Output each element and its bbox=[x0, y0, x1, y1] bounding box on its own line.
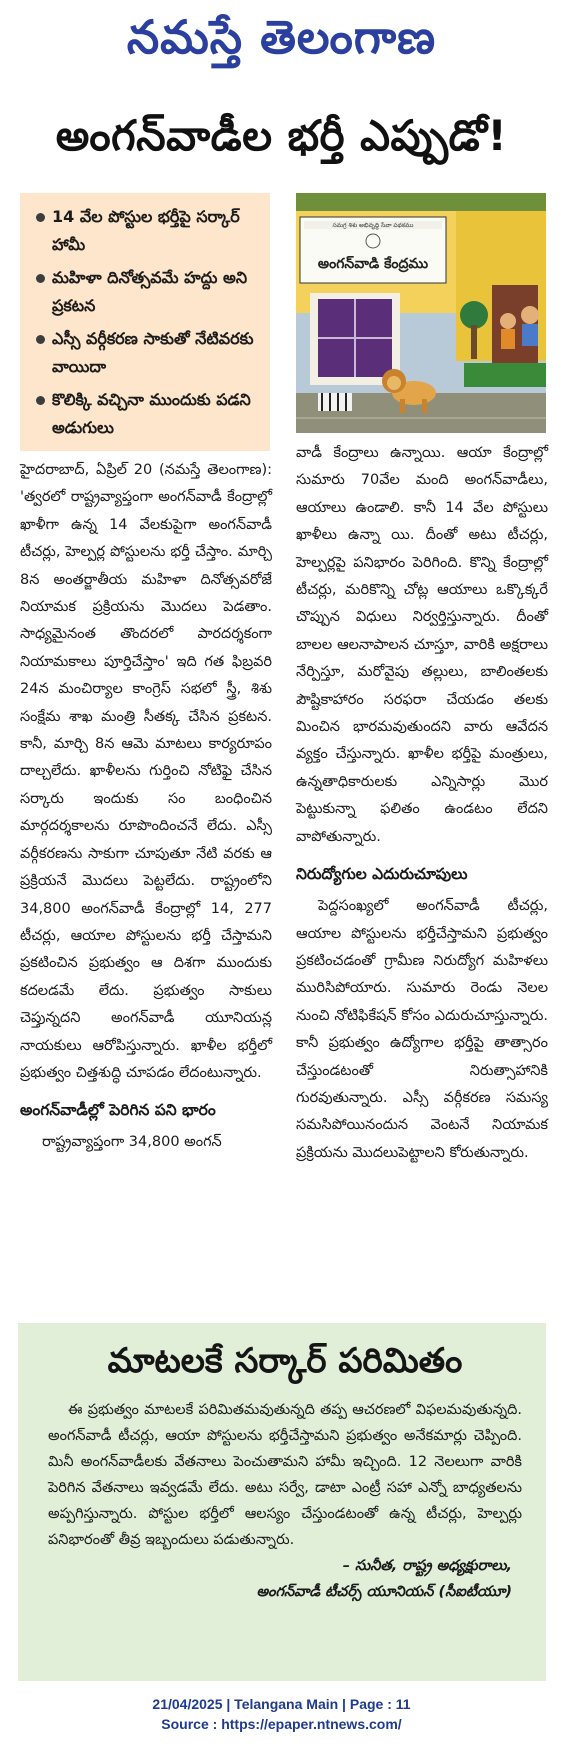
sign-main-text: అంగన్‌వాడి కేంద్రము bbox=[317, 256, 429, 272]
section-subhead: అంగన్‌వాడీల్లో పెరిగిన పని భారం bbox=[20, 1101, 216, 1120]
sign-small-text: సమగ్ర శిశు అభివృద్ధి సేవా పథకము bbox=[332, 222, 414, 229]
article-paragraph: రాష్ట్రవ్యాప్తంగా 34,800 అంగన్ bbox=[42, 1134, 222, 1151]
article-column-left bbox=[20, 457, 272, 1157]
footer-source: Source : https://epaper.ntnews.com/ bbox=[161, 1716, 402, 1732]
highlight-item: మహిళా దినోత్సవమే హద్దు అని ప్రకటన bbox=[34, 264, 260, 320]
highlights-box bbox=[20, 193, 270, 451]
quote-box-title: మాటలకే సర్కార్ పరిమితం bbox=[107, 1341, 463, 1381]
anganwadi-photo bbox=[296, 193, 546, 433]
article-paragraph: పెద్దసంఖ్యలో అంగన్‌వాడీ టీచర్లు, ఆయాల పోస్టులను భర్తీచేస్తామని ప్రభుత్వం ప్రకటించడంతో గ్రామీణ నిరుద్యోగ మహిళలు మురిసిపోయారు. సుమారు రెండు నెలల నుంచి నోటిఫికేషన్ కోసం ఎదురుచూస్తున్నారు. కానీ ప్రభుత్వం ఉద్యోగాల భర్తీపై తాత్సారం చేస్తుండటంతో నిరుత్సాహానికి గురవుతున్నారు. ఎస్సీ వర్గీకరణ సమస్య సమసిపోయినందున వెంటనే నియామక ప్రక్రియను మొదలుపెట్టాలని కోరుతున్నారు. bbox=[296, 898, 548, 1161]
highlight-item: ఎస్సీ వర్గీకరణ సాకుతో నేటివరకు వాయిదా bbox=[34, 325, 260, 381]
article-paragraph: వాడీ కేంద్రాలు ఉన్నాయి. ఆయా కేంద్రాల్లో సుమారు 70వేల మంది అంగన్‌వాడీలు, ఆయాలు ఉండాలి. కానీ 14 వేల పోస్టులు ఖాళీలు ఉన్నా యి. దీంతో అటు టీచర్లు, హెల్పర్లపై పనిభారం పెరిగింది. కొన్ని కేంద్రాల్లో టీచర్లు, మరికొన్ని చోట్ల ఆయాలు ఒక్కొక్కరే చొప్పున విధులు నిర్వర్తిస్తున్నారు. దీంతో బాలల ఆలనాపాలన చూస్తూ, వారికి అక్షరాలు నేర్పిస్తూ, మరోవైపు తల్లులు, బాలింతలకు పౌష్టికాహారం సరఫరా చేయడం తలకు మించిన భారమవుతుందని వారు ఆవేదన వ్యక్తం చేస్తున్నారు. ఖాళీల భర్తీపై మంత్రులు, ఉన్నతాధికారులకు ఎన్నిసార్లు మొర పెట్టుకున్నా ఫలితం ఉండటం లేదని వాపోతున్నారు. bbox=[296, 445, 548, 845]
highlight-item: కొలిక్కి వచ్చినా ముందుకు పడని అడుగులు bbox=[34, 386, 260, 442]
quote-signature-name: – సునీత, రాష్ట్ర అధ్యక్షురాలు, bbox=[342, 1558, 512, 1574]
quote-signature-org: అంగన్‌వాడీ టీచర్స్ యూనియన్ (సీఐటీయూ) bbox=[256, 1584, 512, 1600]
quote-box-body: ఈ ప్రభుత్వం మాటలకే పరిమితమవుతున్నది తప్ప ఆచరణలో విఫలమవుతున్నది. అంగన్‌వాడీ టీచర్లు, ఆయా పోస్టులను భర్తీచేస్తామని ప్రభుత్వం అనేకమార్లు చెప్పింది. మినీ అంగన్‌వాడీలకు వేతనాలు పెంచుతామని హామీ ఇచ్చింది. 12 నెలలుగా వారికి పెరిగిన వేతనాలు ఇవ్వడమే లేదు. అటు సర్వే, డాటా ఎంట్రీ సహా ఎన్నో బాధ్యతలను అప్పగిస్తున్నారు. పోస్టుల భర్తీలో ఆలస్యం చేస్తుండటంతో ఉన్న టీచర్లు, హెల్పర్లు పనిభారంతో తీవ్ర ఇబ్బందులు పడుతున్నారు. bbox=[48, 1402, 522, 1548]
section-subhead: నిరుద్యోగుల ఎదురుచూపులు bbox=[296, 865, 468, 884]
anganwadi-building-illustration bbox=[296, 193, 546, 433]
quote-box bbox=[18, 1323, 546, 1681]
article-column-right bbox=[296, 440, 548, 1167]
footer-date-page: 21/04/2025 | Telangana Main | Page : 11 bbox=[152, 1696, 411, 1712]
headline: అంగన్‌వాడీల భర్తీ ఎప్పుడో! bbox=[55, 111, 508, 160]
masthead: నమస్తే తెలంగాణ bbox=[126, 10, 437, 64]
highlight-item: 14 వేల పోస్టుల భర్తీపై సర్కార్ హామీ bbox=[34, 203, 260, 259]
article-paragraph: హైదరాబాద్, ఏప్రిల్ 20 (నమస్తే తెలంగాణ): 'త్వరలో రాష్ట్రవ్యాప్తంగా అంగన్‌వాడీ కేంద్రాల్లో ఖాళీగా ఉన్న 14 వేలకుపైగా అంగన్‌వాడీ టీచర్లు, హెల్పర్ల పోస్టులను భర్తీ చేస్తాం. మార్చి 8న అంతర్జాతీయ మహిళా దినోత్సవరోజే నియామక ప్రక్రియను మొదలు పెడతాం. సాధ్యమైనంత తొందరలో పారదర్శకంగా నియామకాలు పూర్తిచేస్తాం' ఇది గత ఫిబ్రవరి 24న మంచిర్యాల కాంగ్రెస్ సభలో స్త్రీ, శిశు సంక్షేమ శాఖ మంత్రి సీతక్క చేసిన ప్రకటన. కానీ, మార్చి 8న ఆమె మాటలు కార్యరూపం దాల్చలేదు. ఖాళీలను గుర్తించి నోటిఫై చేసిన సర్కారు ఇందుకు సం బంధించిన మార్గదర్శకాలను రూపొందించనే లేదు. ఎస్సీ వర్గీకరణను సాకుగా చూపుతూ నేటి వరకు ఆ ప్రక్రియనే మొదలు పెట్టలేదు. రాష్ట్రంలోని 34,800 అంగన్‌వాడీ కేంద్రాల్లో 14, 277 టీచర్లు, ఆయాల పోస్టులను భర్తీ చేస్తామని ప్రకటించిన ప్రభుత్వం ఆ దిశగా ముందుకు కదలడమే లేదు. ప్రభుత్వం సాకులు చెప్తున్నదని అంగన్‌వాడీ యూనియన్ల నాయకులు ఆరోపిస్తున్నారు. ఖాళీల భర్తీలో ప్రభుత్వం చిత్తశుద్ధి చూపడం లేదంటున్నారు. bbox=[20, 462, 272, 1081]
